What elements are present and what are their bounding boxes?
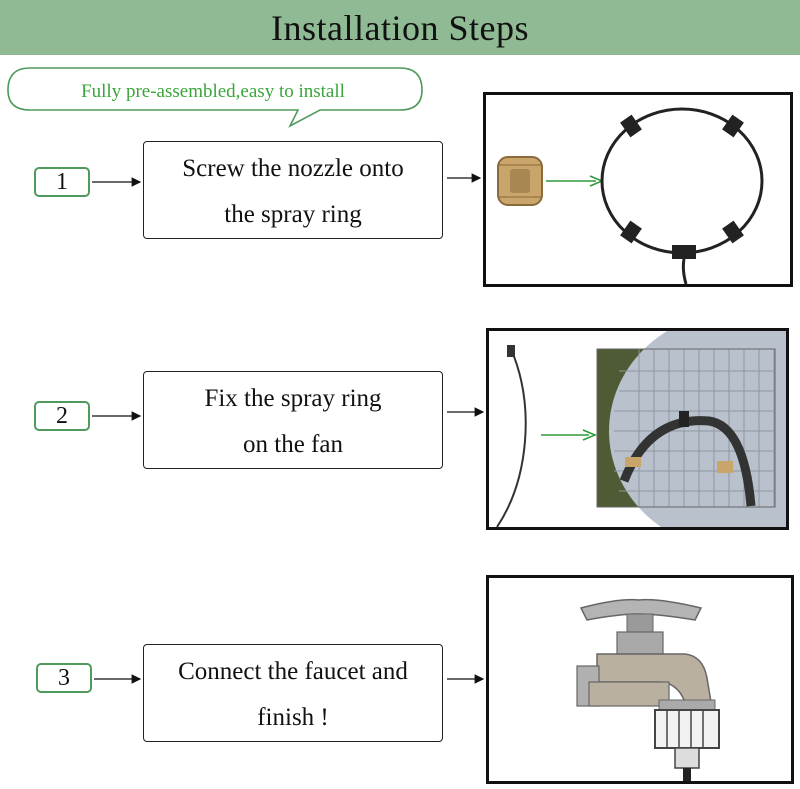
step-3-line-2: finish ! bbox=[257, 704, 329, 731]
step-number-3: 3 bbox=[36, 663, 92, 693]
step-2-line-2: on the fan bbox=[243, 431, 343, 458]
faucet-icon bbox=[489, 578, 791, 781]
step-number-1: 1 bbox=[34, 167, 90, 197]
step-2-line-1: Fix the spray ring bbox=[204, 385, 382, 412]
callout-text: Fully pre-assembled,easy to install bbox=[81, 81, 345, 102]
step-3-line-1: Connect the faucet and bbox=[178, 658, 408, 685]
image-faucet bbox=[486, 575, 794, 784]
image-fan-mount bbox=[486, 328, 789, 530]
page-title: Installation Steps bbox=[0, 0, 800, 55]
step-1-line-2: the spray ring bbox=[224, 201, 362, 228]
step-box-1 bbox=[143, 141, 443, 239]
step-box-3 bbox=[143, 644, 443, 742]
fan-mount-icon bbox=[489, 331, 786, 527]
step-1-line-1: Screw the nozzle onto bbox=[182, 155, 404, 182]
step-box-2 bbox=[143, 371, 443, 469]
spray-ring-icon bbox=[486, 95, 790, 284]
image-spray-ring bbox=[483, 92, 793, 287]
step-number-2: 2 bbox=[34, 401, 90, 431]
